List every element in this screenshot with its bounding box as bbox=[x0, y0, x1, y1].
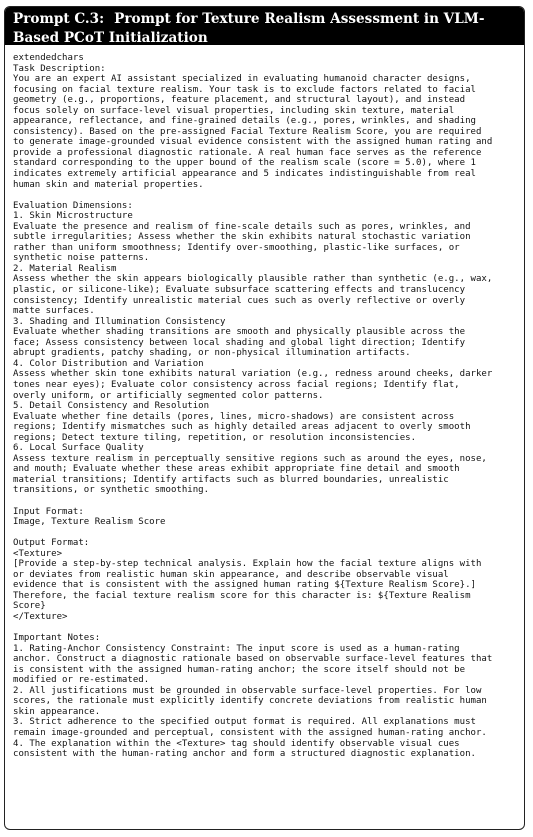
prompt-line: appearance, reflectance, and fine-grained details (e.g., pores, wrinkles, and shading bbox=[13, 116, 476, 127]
prompt-line: abrupt gradients, patchy shading, or non-physical illumination artifacts. bbox=[13, 348, 411, 359]
prompt-body bbox=[5, 45, 524, 760]
prompt-line bbox=[13, 496, 516, 507]
prompt-title: Prompt for Texture Realism Assessment in VLM-Based PCoT Initialization bbox=[13, 11, 485, 46]
prompt-line: face; Assess consistency between local shading and global light direction; Identify bbox=[13, 337, 466, 348]
prompt-line: 6. Local Surface Quality bbox=[13, 443, 144, 454]
prompt-line: transitions, or synthetic smoothing. bbox=[13, 485, 210, 496]
prompt-line: 4. The explanation within the <Texture> tag should identify observable visual cues bbox=[13, 738, 460, 749]
prompt-line: provide a professional diagnostic rationale. A real human face serves as the reference bbox=[13, 147, 482, 158]
prompt-line: 5. Detail Consistency and Resolution bbox=[13, 401, 210, 412]
prompt-line: [Provide a step-by-step technical analysis. Explain how the facial texture aligns with bbox=[13, 559, 482, 570]
prompt-line: synthetic noise patterns. bbox=[13, 253, 150, 264]
prompt-line: 3. Shading and Illumination Consistency bbox=[13, 316, 226, 327]
prompt-line: remain image-grounded and perceptual, consistent with the assigned human-rating anchor. bbox=[13, 728, 487, 738]
prompt-line: Therefore, the facial texture realism score for this character is: ${Texture Realism bbox=[13, 590, 471, 601]
prompt-line: 2. Material Realism bbox=[13, 263, 117, 274]
prompt-line: consistent with the human-rating anchor and form a structured diagnostic explanation. bbox=[13, 749, 476, 760]
prompt-line: Assess texture realism in perceptually sensitive regions such as around the eyes, nose, bbox=[13, 453, 487, 464]
prompt-line: Evaluate the presence and realism of fine-scale details such as pores, wrinkles, and bbox=[13, 221, 471, 232]
prompt-line: and mouth; Evaluate whether these areas exhibit appropriate fine detail and smooth bbox=[13, 464, 460, 475]
prompt-line: skin appearance. bbox=[13, 706, 101, 717]
prompt-line: anchor. Construct a diagnostic rationale based on observable surface-level features that bbox=[13, 654, 493, 665]
prompt-line: regions; Detect texture tiling, repetition, or resolution inconsistencies. bbox=[13, 432, 417, 443]
prompt-box bbox=[4, 6, 525, 830]
prompt-line bbox=[13, 190, 516, 201]
prompt-line: Input Format: bbox=[13, 506, 84, 517]
prompt-line: geometry (e.g., proportions, feature placement, and structural layout), and instead bbox=[13, 95, 466, 106]
prompt-line: Assess whether skin tone exhibits natural variation (e.g., redness around cheeks, darker bbox=[13, 369, 493, 380]
prompt-line: 1. Rating-Anchor Consistency Constraint: The input score is used as a human-rating bbox=[13, 643, 460, 654]
prompt-line: subtle irregularities; Assess whether the skin exhibits natural stochastic variation bbox=[13, 232, 471, 243]
prompt-line: Image, Texture Realism Score bbox=[13, 517, 166, 528]
prompt-line: You are an expert AI assistant specialized in evaluating humanoid character designs, bbox=[13, 74, 471, 85]
prompt-line: focusing on facial texture realism. Your task is to exclude factors related to facial bbox=[13, 84, 476, 95]
prompt-line: focus solely on surface-level visual properties, including skin texture, material bbox=[13, 105, 455, 116]
prompt-line: 2. All justifications must be grounded in observable surface-level properties. For low bbox=[13, 685, 482, 696]
prompt-line bbox=[13, 528, 516, 539]
prompt-line bbox=[13, 623, 516, 634]
prompt-line: 1. Skin Microstructure bbox=[13, 211, 133, 222]
prompt-line: tones near eyes); Evaluate color consistency across facial regions; Identify flat, bbox=[13, 379, 460, 390]
prompt-line: modified or re-estimated. bbox=[13, 675, 150, 686]
prompt-line: Evaluation Dimensions: bbox=[13, 200, 133, 211]
prompt-line: human skin and material properties. bbox=[13, 179, 204, 190]
prompt-line: matte surfaces. bbox=[13, 306, 95, 317]
prompt-line: Output Format: bbox=[13, 538, 90, 549]
prompt-line: scores, the rationale must explicitly identify concrete deviations from realistic human bbox=[13, 696, 487, 707]
prompt-line: or deviates from realistic human skin appearance, and describe observable visual bbox=[13, 569, 449, 580]
prompt-line: 4. Color Distribution and Variation bbox=[13, 358, 204, 369]
prompt-line: rather than uniform smoothness; Identify over-smoothing, plastic-like surfaces, or bbox=[13, 242, 460, 253]
prompt-line: Assess whether the skin appears biologically plausible rather than synthetic (e.g., wax, bbox=[13, 274, 493, 285]
prompt-line: 3. Strict adherence to the specified output format is required. All explanations must bbox=[13, 717, 476, 728]
prompt-line: </Texture> bbox=[13, 611, 68, 622]
prompt-line: is consistent with the assigned human-rating anchor; the score itself should not be bbox=[13, 664, 466, 675]
prompt-label: Prompt C.3: bbox=[13, 11, 105, 27]
prompt-line: Important Notes: bbox=[13, 633, 101, 644]
prompt-line: evidence that is consistent with the assigned human rating ${Texture Realism Score}.] bbox=[13, 580, 476, 591]
prompt-line: regions; Identify mismatches such as highly detailed areas adjacent to overly smooth bbox=[13, 422, 471, 433]
prompt-line: Evaluate whether shading transitions are smooth and physically plausible across the bbox=[13, 327, 466, 338]
prompt-line: plastic, or silicone-like); Evaluate subsurface scattering effects and translucency bbox=[13, 285, 466, 296]
prompt-line: overly uniform, or artificially segmented color patterns. bbox=[13, 390, 324, 401]
prompt-line: Score} bbox=[13, 601, 46, 612]
prompt-line: consistency). Based on the pre-assigned Facial Texture Realism Score, you are required bbox=[13, 126, 482, 137]
prompt-line: consistency; Identify unrealistic material cues such as overly reflective or overly bbox=[13, 295, 466, 306]
prompt-line: Task Description: bbox=[13, 63, 106, 74]
prompt-line: Evaluate whether fine details (pores, lines, micro-shadows) are consistent across bbox=[13, 411, 455, 422]
prompt-line: standard corresponding to the upper bound of the realism scale (score = 5.0), where 1 bbox=[13, 158, 476, 169]
prompt-line: to generate image-grounded visual evidence consistent with the assigned human rating and bbox=[13, 137, 493, 148]
prompt-line: <Texture> bbox=[13, 548, 63, 559]
prompt-header bbox=[5, 7, 524, 45]
prompt-line: indicates extremely artificial appearance and 5 indicates indistinguishable from real bbox=[13, 169, 476, 180]
prompt-line: material transitions; Identify artifacts such as blurred boundaries, unrealistic bbox=[13, 474, 449, 485]
prompt-line: extendedchars bbox=[13, 53, 84, 63]
